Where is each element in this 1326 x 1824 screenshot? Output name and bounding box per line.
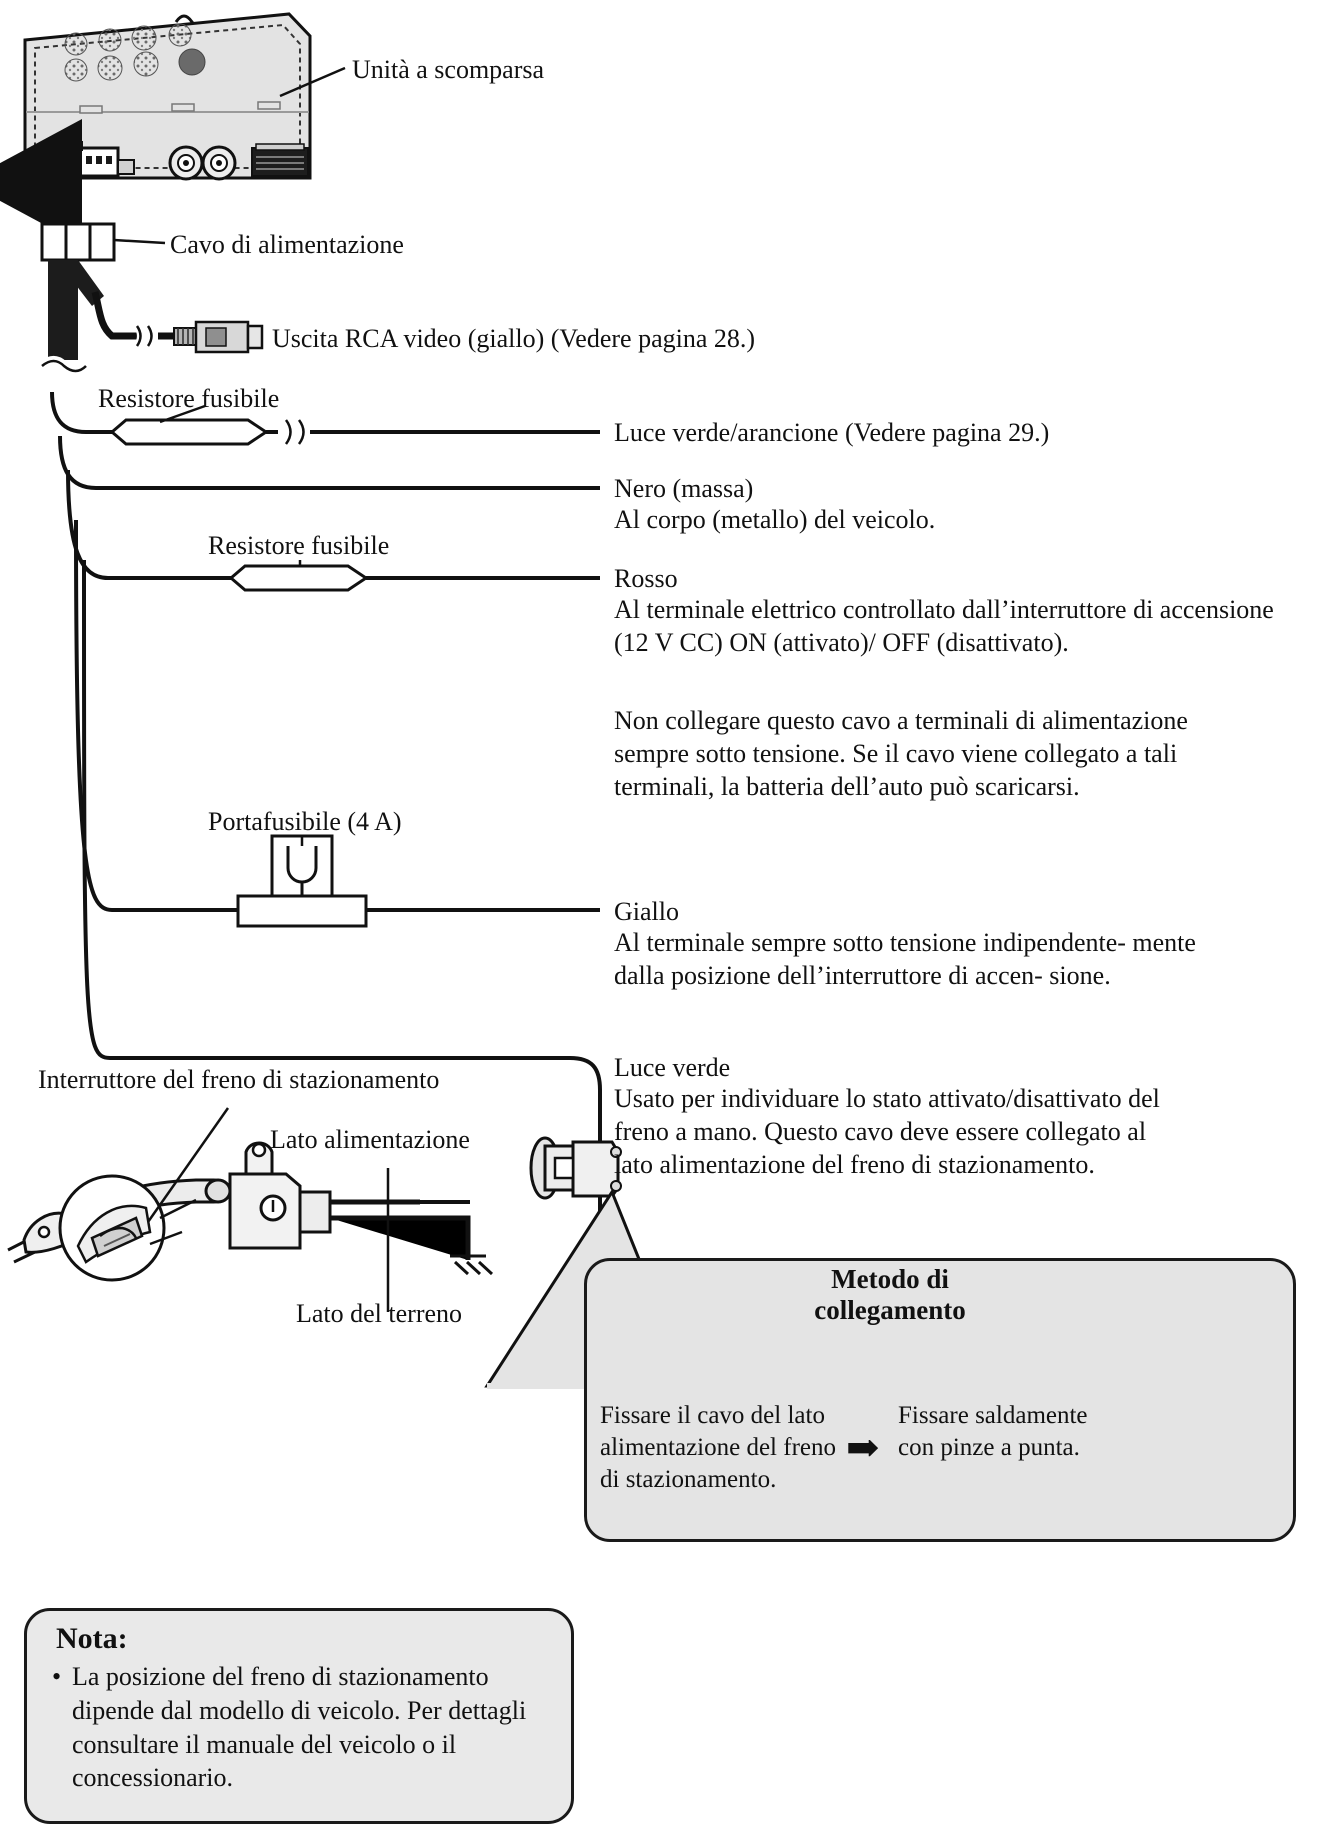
callout-fuse-holder: Portafusibile (4 A) xyxy=(208,807,402,836)
callout-fusible-resistor-2: Resistore fusibile xyxy=(208,531,390,560)
method-box-title: Metodo di collegamento xyxy=(814,1264,966,1325)
arrow-right-icon: ➡ xyxy=(846,1425,880,1470)
callout-ground-side: Lato del terreno xyxy=(296,1299,463,1328)
wire-detail-black: Al corpo (metallo) del veicolo. xyxy=(614,505,936,534)
callout-fusible-resistor-1: Resistore fusibile xyxy=(98,384,280,413)
note-bullet-icon: • xyxy=(52,1662,62,1691)
callout-parking-brake-switch: Interruttore del freno di stazionamento xyxy=(38,1065,440,1094)
wire-label-yellow: Giallo xyxy=(614,897,679,926)
callout-power-cord: Cavo di alimentazione xyxy=(170,230,404,259)
callout-rca-video-out: Uscita RCA video (giallo) (Vedere pagina 28.) xyxy=(272,324,756,353)
wire-detail-red: Al terminale elettrico controllato dall’interruttore di accensione (12 V CC) ON (attivato)/ OFF (disattivato). xyxy=(614,595,1274,657)
method-step-right: Fissare saldamente con pinze a punta. xyxy=(898,1402,1088,1461)
callout-power-side: Lato alimentazione xyxy=(270,1125,470,1154)
wire-label-red: Rosso xyxy=(614,564,678,593)
wire-warning-red: Non collegare questo cavo a terminali di alimentazione sempre sotto tensione. Se il cavo viene collegato a tali terminali, la batteria dell’auto può scaricarsi. xyxy=(614,706,1188,801)
note-title: Nota: xyxy=(56,1622,128,1655)
rca-video-branch xyxy=(95,292,262,352)
wire-label-black: Nero (massa) xyxy=(614,474,754,503)
callout-hideaway-unit: Unità a scomparsa xyxy=(352,55,545,84)
wire-detail-light-green: Usato per individuare lo stato attivato/disattivato del freno a mano. Questo cavo deve essere collegato al lato alimentazione del freno di stazionamento. xyxy=(614,1084,1160,1179)
note-text: La posizione del freno di stazionamento dipende dal modello di veicolo. Per dettagli consultare il manuale del veicolo o il concessionario. xyxy=(72,1662,527,1793)
wire-detail-yellow: Al terminale sempre sotto tensione indipendente- mente dalla posizione dell’interruttore di accen- sione. xyxy=(614,928,1196,990)
wire-label-green-orange: Luce verde/arancione (Vedere pagina 29.) xyxy=(614,418,1050,447)
method-step-left: Fissare il cavo del lato alimentazione del freno di stazionamento. xyxy=(600,1402,836,1493)
wire-label-light-green: Luce verde xyxy=(614,1053,731,1082)
hideaway-unit-illustration xyxy=(25,14,345,179)
